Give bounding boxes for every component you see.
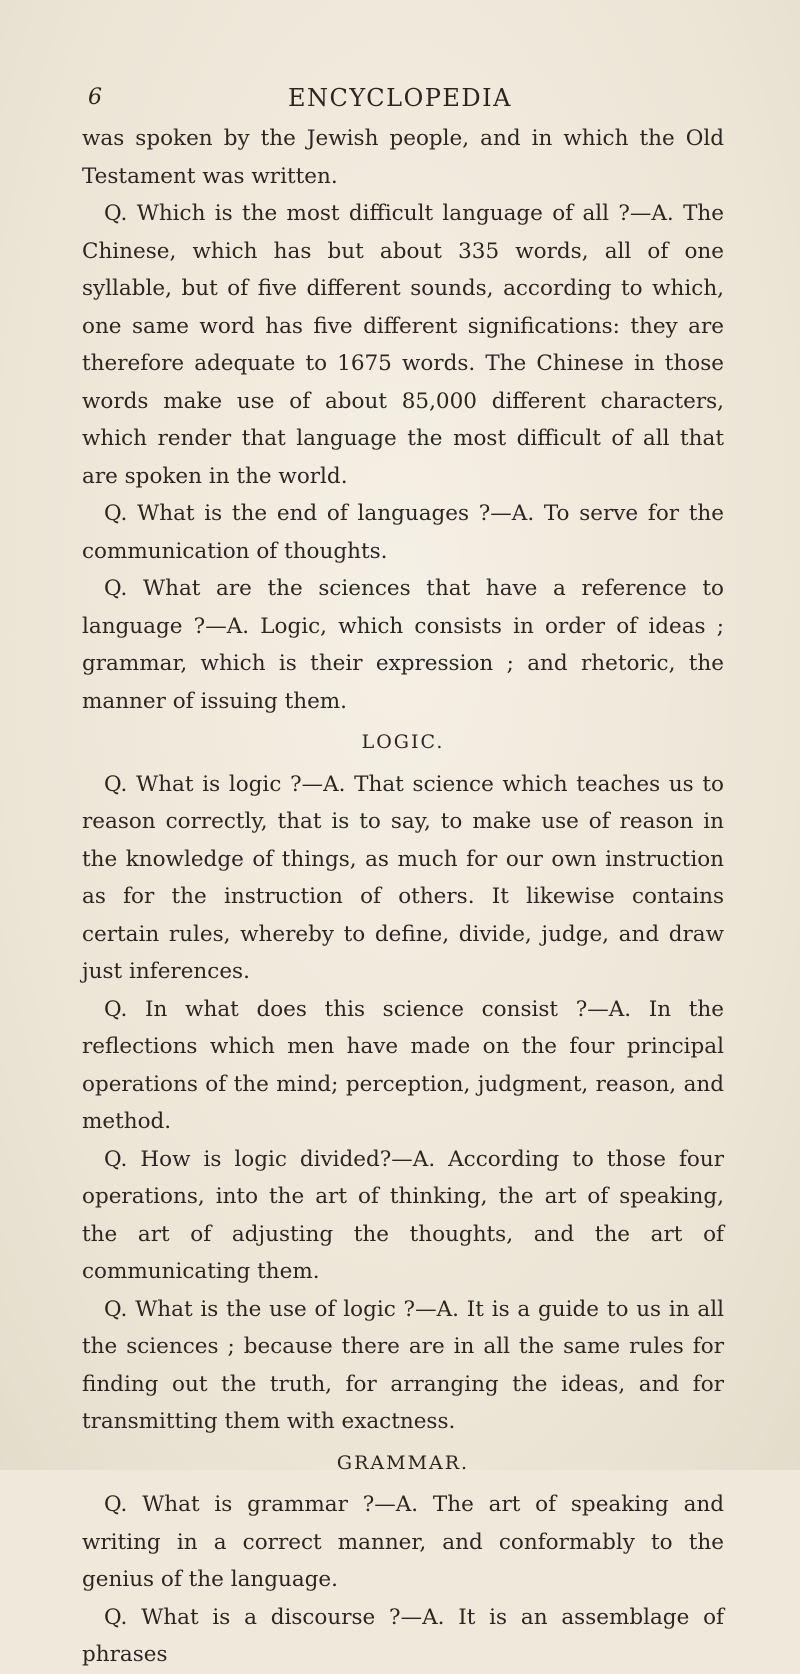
paragraph: Q. What is grammar ?—A. The art of speaking and writing in a correct manner, and conformably to the genius of the language. [82,1492,724,1592]
body-text [82,120,724,1674]
paragraph: Q. What is logic ?—A. That science which teaches us to reason correctly, that is to say, to make use of reason in the knowledge of things, as much for our own instruction as for the instruction of others. It likewise contains certain rules, whereby to define, divide, judge, and draw just inferences. [82,771,724,984]
paragraph: Q. Which is the most difficult language of all ?—A. The Chinese, which has but about 335 words, all of one syllable, but of five different sounds, according to which, one same word has five different significations: they are therefore adequate to 1675 words. The Chinese in those words make use of about 85,000 different characters, which render that language the most difficult of all that are spoken in the world. [82,201,724,489]
paragraph: was spoken by the Jewish people, and in which the Old Testament was written. [82,126,724,189]
section-heading-logic: LOGIC. [361,731,445,753]
paragraph: Q. What are the sciences that have a reference to language ?—A. Logic, which consists in order of ideas ; grammar, which is their expression ; and rhetoric, the manner of issuing them. [82,576,724,714]
paragraph: Q. What is the use of logic ?—A. It is a guide to us in all the sciences ; because there are in all the same rules for finding out the truth, for arranging the ideas, and for transmitting them with exactness. [82,1296,724,1434]
paragraph: Q. How is logic divided?—A. According to those four operations, into the art of thinking, the art of speaking, the art of adjusting the thoughts, and the art of communicating them. [82,1146,724,1284]
paragraph: Q. What is a discourse ?—A. It is an assemblage of phrases [82,1604,724,1667]
page-header [0,78,800,118]
paragraph: Q. What is the end of languages ?—A. To serve for the communication of thoughts. [82,501,724,564]
page-number: 6 [88,85,102,110]
paragraph: Q. In what does this science consist ?—A. In the reflections which men have made on the four principal operations of the mind; perception, judgment, reason, and method. [82,996,724,1134]
section-heading-grammar: GRAMMAR. [336,1451,470,1474]
running-head: ENCYCLOPEDIA [287,84,512,112]
